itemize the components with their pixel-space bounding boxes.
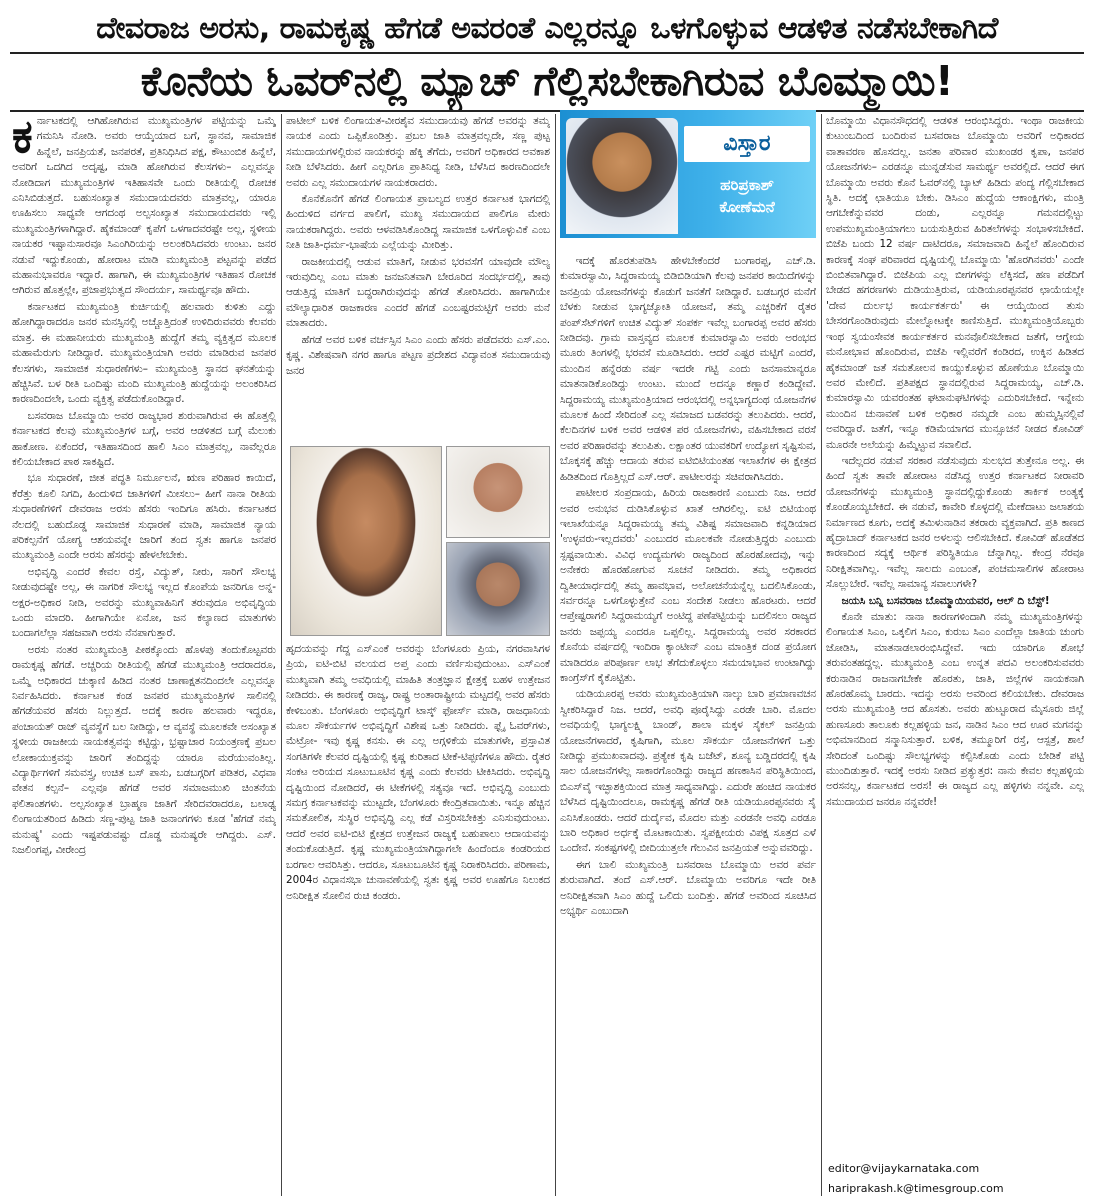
- paragraph: ಅಭಿವೃದ್ಧಿ ಎಂದರೆ ಕೇವಲ ರಸ್ತೆ, ವಿದ್ಯುತ್, ನೀರು, ಸಾರಿಗೆ ಸೌಲಭ್ಯ ನೀಡುವುದಷ್ಟೇ ಅಲ್ಲ, ಈ ನಾಗರಿಕ ಸೌಲಭ್ಯ ಇಲ್ಲದ ಕೊಂಪೆಯ ಜನರಿಗೂ ಅನ್ನ-ಅಕ್ಷರ-ಅಧಿಕಾರ ನೀಡಿ, ಅವರನ್ನು ಮುಖ್ಯವಾಹಿನಿಗೆ ತರುವುದೂ ಅಭಿವೃದ್ಧಿಯ ಒಂದು ಮಾದರಿ. ಹೀಗಾಗಿಯೇ ಏನೋ, ಜನ ಕಲ್ಯಾಣದ ಮಾತುಗಳು ಬಂದಾಗಲೆಲ್ಲಾ ಸಹಜವಾಗಿ ಅರಸು ನೆನಪಾಗುತ್ತಾರೆ.: [12, 565, 276, 640]
- paragraph: ಕೊನೇ ಮಾತು: ನಾನಾ ಕಾರಣಗಳಿಂದಾಗಿ ನಮ್ಮ ಮುಖ್ಯಮಂತ್ರಿಗಳನ್ನು ಲಿಂಗಾಯತ ಸಿಎಂ, ಒಕ್ಕಲಿಗ ಸಿಎಂ, ಕುರುಬ ಸಿಎಂ ಎಂದೆಲ್ಲಾ ಜಾತಿಯ ಚುಂಗು ಜೋಡಿಸಿ, ಮಾತನಾಡಲಾರಂಭಿಸಿದ್ದೇವೆ. ಇದು ಯಾರಿಗೂ ಶೋಭೆ ತರುವಂತಹದ್ದಲ್ಲ. ಮುಖ್ಯಮಂತ್ರಿ ಎಂಬ ಉನ್ನತ ಪದವಿ ಅಲಂಕರಿಸುವವರು ಕರುನಾಡಿನ ರಾಜನಾಗಬೇಕೇ ಹೊರತು, ಜಾತಿ, ಜಿಲ್ಲೆಗಳ ನಾಯಕನಾಗಿ ಹೊರಹೊಮ್ಮ ಬಾರದು. ಇದನ್ನು ಅರಸು ಅವರಿಂದ ಕಲಿಯಬೇಕು. ದೇವರಾಜ ಅರಸು ಮುಖ್ಯಮಂತ್ರಿ ಆದ ಹೊಸತು. ಅವರು ಹುಟ್ಟೂರಾದ ಮೈಸೂರು ಜಿಲ್ಲೆ ಹುಣಸೂರು ತಾಲೂಕು ಕಲ್ಲಹಳ್ಳಿಯ ಜನ, ನಾಡಿನ ಸಿಎಂ ಆದ ಊರ ಮಗನನ್ನು ಅಭಿಮಾನದಿಂದ ಸನ್ಮಾನಿಸುತ್ತಾರೆ. ಬಳಿಕ, ತಮ್ಮೂರಿಗೆ ರಸ್ತೆ, ಆಸ್ಪತ್ರೆ, ಶಾಲೆ ಸೇರಿದಂತೆ ಒಂದಿಷ್ಟು ಸೌಲಭ್ಯಗಳನ್ನು ಕಲ್ಪಿಸಿಕೊಡು ಎಂದು ಬೇಡಿಕೆ ಪಟ್ಟಿ ಮುಂದಿಡುತ್ತಾರೆ. ಇದಕ್ಕೆ ಅರಸು ನೀಡಿದ ಪ್ರತ್ಯುತ್ತರ: ನಾನು ಕೇವಲ ಕಲ್ಲಹಳ್ಳಿಯ ಅರಸನಲ್ಲ, ಕರ್ನಾಟಕದ ಅರಸ! ಈ ರಾಜ್ಯದ ಎಲ್ಲ ಹಳ್ಳಿಗಳು ನನ್ನವೇ. ಎಲ್ಲ ಸಮುದಾಯದ ಜನರೂ ನನ್ನವರೇ!: [826, 611, 1084, 808]
- paragraph: ಕರ್ನಾಟಕದಲ್ಲಿ ಆಗಿಹೋಗಿರುವ ಮುಖ್ಯಮಂತ್ರಿಗಳ ಪಟ್ಟಿಯನ್ನು ಒಮ್ಮೆ ಗಮನಿಸಿ ನೋಡಿ. ಅವರು ಆಯ್ಕೆಯಾದ ಬಗೆ, ಸ್ಥಾನವ, ಸಾಮಾಜಿಕ ಹಿನ್ನೆಲೆ, ಜನಪ್ರಿಯತೆ, ಜನಪರತೆ, ಪ್ರತಿನಿಧಿಸಿದ ಪಕ್ಷ, ಕೌಟುಂಬಿಕ ಹಿನ್ನೆಲೆ, ಅವರಿಗೆ ಒದಗಿದ ಅದೃಷ್ಟ, ಮಾಡಿ ಹೋಗಿರುವ ಕೆಲಸಗಳು– ಎಲ್ಲವನ್ನೂ ನೋಡಿದಾಗ ಮುಖ್ಯಮಂತ್ರಿಗಳ ಇತಿಹಾಸವೇ ಒಂದು ರೀತಿಯಲ್ಲಿ ರೋಚಕ ಎನಿಸಿಬಿಡುತ್ತದೆ. ಬಹುಸಂಖ್ಯಾತ ಸಮುದಾಯದವರು ಮಾತ್ರವಲ್ಲ, ಯಾರೂ ಊಹಿಸಲು ಸಾಧ್ಯವೇ ಆಗದಂಥ ಅಲ್ಪಸಂಖ್ಯಾತ ಸಮುದಾಯದವರು ಇಲ್ಲಿ ಮುಖ್ಯಮಂತ್ರಿಗಳಾಗಿದ್ದಾರೆ. ಹೈಕಮಾಂಡ್ ಕೃಪೆಗೆ ಒಳಗಾದವರಷ್ಟೇ ಅಲ್ಲ, ಸ್ಥಳೀಯ ನಾಯಕರ ಇಷ್ಟಾನುಸಾರವೂ ಸಿಎಂಗಿರಿಯನ್ನು ಅಲಂಕರಿಸಿದವರು ಉಂಟು. ಜನರ ನಡುವೆ ಇದ್ದುಕೊಂಡು, ಹೋರಾಟ ಮಾಡಿ ಮುಖ್ಯಮಂತ್ರಿ ಪಟ್ಟವನ್ನು ಪಡೆದ ಮಹಾನುಭಾವರೂ ಇದ್ದಾರೆ. ಹಾಗಾಗಿ, ಈ ಮುಖ್ಯಮಂತ್ರಿಗಳ ಇತಿಹಾಸ ರೋಚಕ ಆಗಿರುವ ಹೊತ್ತಲ್ಲೇ, ಪ್ರಜಾಪ್ರಭುತ್ವದ ಸೌಂದರ್ಯ, ಸಾಮರ್ಥ್ಯವೂ ಹೌದು.: [12, 114, 276, 297]
- article-column-3: [560, 254, 816, 1196]
- paragraph: ಈಗ ಬಾಲಿ ಮುಖ್ಯಮಂತ್ರಿ ಬಸವರಾಜ ಬೊಮ್ಮಾಯಿ ಅವರ ಪರ್ವ ಶುರುವಾಗಿದೆ. ತಂದೆ ಎಸ್.ಆರ್. ಬೊಮ್ಮಾಯಿ ಅವರಿಗೂ ಇದೇ ರೀತಿ ಅನಿರೀಕ್ಷಿತವಾಗಿ ಸಿಎಂ ಹುದ್ದೆ ಒಲಿದು ಬಂದಿತ್ತು. ಹೆಗಡೆ ಅವರಿಂದ ಸೂಚಿಸಿದ ಅಭ್ಯರ್ಥಿ ಎಂಬುದಾಗಿ: [560, 858, 816, 918]
- paragraph: ಭೂ ಸುಧಾರಣೆ, ಜೀತ ಪದ್ಧತಿ ನಿರ್ಮೂಲನೆ, ಋಣ ಪರಿಹಾರ ಕಾಯಿದೆ, ಕೆರೆತ್ತು ಕೂಲಿ ನಿಗದಿ, ಹಿಂದುಳಿದ ಜಾತಿಗಳಿಗೆ ಮೀಸಲು– ಹೀಗೆ ನಾನಾ ರೀತಿಯ ಸುಧಾರಣೆಗಳಿಗೆ ದೇವರಾಜ ಅರಸು ಹೆಸರು ಇಂದಿಗೂ ಹಸಿರು. ಕರ್ನಾಟಕದ ನೆಲದಲ್ಲಿ ಬಹುದೊಡ್ಡ ಸಾಮಾಜಿಕ ಸುಧಾರಣೆ ಮಾಡಿ, ಸಾಮಾಜಿಕ ನ್ಯಾಯ ಪರಿಕಲ್ಪನೆಗೆ ಯೋಗ್ಯ ಆಶಯವನ್ನೇ ಜಾರಿಗೆ ತಂದ ಸ್ವತಃ ಹಾಗೂ ಜನಪರ ಮುಖ್ಯಮಂತ್ರಿ ಎಂದೇ ಅರಸು ಹೆಸರನ್ನು ಹೇಳಲೇಬೇಕು.: [12, 472, 276, 562]
- kicker-headline: ದೇವರಾಜ ಅರಸು, ರಾಮಕೃಷ್ಣ ಹೆಗಡೆ ಅವರಂತೆ ಎಲ್ಲರನ್ನೂ ಒಳಗೊಳ್ಳುವ ಆಡಳಿತ ನಡೆಸಬೇಕಾಗಿದೆ: [96, 11, 998, 46]
- column-divider: [555, 114, 556, 1196]
- article-column-2-bottom: [286, 642, 550, 1196]
- column-divider: [821, 114, 822, 1196]
- photo-sm-krishna: [446, 542, 550, 636]
- paragraph: ರಾಜಕೀಯದಲ್ಲಿ ಆಡುವ ಮಾತಿಗೆ, ನೀಡುವ ಭರವಸೆಗೆ ಯಾವುದೇ ಮೌಲ್ಯ ಇರುವುದಿಲ್ಲ ಎಂಬ ಮಾತು ಜನಜನಿತವಾಗಿ ಬೇರೂರಿದ ಸಂದರ್ಭದಲ್ಲಿ, ತಾವು ಆಡುತ್ತಿದ್ದ ಮಾತಿಗೆ ಬದ್ಧರಾಗಿರುವುದನ್ನು ಹೆಗಡೆ ತೋರಿಸಿದರು. ಹಾಗಾಗಿಯೇ ಮೌಲ್ಯಾಧಾರಿತ ರಾಜಕಾರಣ ಎಂದರೆ ಹೆಗಡೆ ಎಂಬಷ್ಟರಮಟ್ಟಿಗೆ ಅವರು ಮನೆ ಮಾತಾದರು.: [286, 255, 550, 330]
- headline-rule: [10, 110, 1084, 112]
- paragraph: ಕರ್ನಾಟಕದ ಮುಖ್ಯಮಂತ್ರಿ ಕುರ್ಚಿಯಲ್ಲಿ ಹಲವಾರು ಕುಳಿತು ಎದ್ದು ಹೋಗಿದ್ದಾರಾದರೂ ಜನರ ಮನಸ್ಸಿನಲ್ಲಿ ಅಚ್ಚೊತ್ತಿದಂತೆ ಉಳಿದಿರುವವರು ಕೆಲವರು ಮಾತ್ರ. ಈ ಮಹಾನೀಯರು ಮುಖ್ಯಮಂತ್ರಿ ಹುದ್ದೆಗೆ ತಮ್ಮ ವ್ಯಕ್ತಿತ್ವದ ಮೂಲಕ ಮಹಾಮೆರುಗು ನೀಡಿದ್ದಾರೆ. ಮುಖ್ಯಮಂತ್ರಿಯಾಗಿ ಅವರು ಮಾಡಿರುವ ಜನಪರ ಕೆಲಸಗಳು, ಸಾಮಾಜಿಕ ಸುಧಾರಣೆಗಳು– ಮುಖ್ಯಮಂತ್ರಿ ಸ್ಥಾನದ ಘನತೆಯನ್ನು ಹೆಚ್ಚಿಸಿವೆ. ಬಳ ರೀತಿ ಒಂದಿಷ್ಟು ಮಂದಿ ಮುಖ್ಯಮಂತ್ರಿ ಹುದ್ದೆಯನ್ನು ಅಲಂಕರಿಸಿದ ಕಾರಣದಿಂದಲೇ, ಒಂದು ವ್ಯಕ್ತಿತ್ವ ಪಡೆದುಕೊಂಡಿದ್ದಾರೆ.: [12, 300, 276, 406]
- photo-ramakrishna-hegde: [446, 446, 550, 538]
- paragraph: ಕೊನೆಕೊನೆಗೆ ಹೆಗಡೆ ಲಿಂಗಾಯತ ಪ್ರಾಬಲ್ಯದ ಉತ್ತರ ಕರ್ನಾಟಕ ಭಾಗದಲ್ಲಿ ಹಿಂದುಳಿದ ವರ್ಗದ ಪಾಲಿಗೆ, ಮುಖ್ಯ ಸಮುದಾಯದ ಪಾಲಿಗೂ ಮೇರು ನಾಯಕರಾಗಿದ್ದರು. ಅವರು ಆಳವಡಿಸಿಕೊಂಡಿದ್ದ ಸಾಮಾಜಿಕ ಒಳಗೊಳ್ಳುವಿಕೆ ಎಂಬ ನೀತಿ ಜಾತಿ-ಧರ್ಮ-ಭಾಷೆಯ ಎಲ್ಲೆಯನ್ನು ಮೀರಿತ್ತು.: [286, 193, 550, 252]
- paragraph: ಇದೆಲ್ಲದರ ನಡುವೆ ಸರಕಾರ ನಡೆಸುವುದು ಸುಲಭದ ತುತ್ತೇನೂ ಅಲ್ಲ. ಈ ಹಿಂದೆ ಸ್ವತಃ ತಾವೇ ಹೋರಾಟ ನಡೆಸಿದ್ದ ಉತ್ತರ ಕರ್ನಾಟಕದ ನೀರಾವರಿ ಯೋಜನೆಗಳನ್ನು ಮುಖ್ಯಮಂತ್ರಿ ಸ್ಥಾನದಲ್ಲಿದ್ದುಕೊಂಡು ತಾರ್ಕಿಕ ಅಂತ್ಯಕ್ಕೆ ಕೊಂಡೊಯ್ಯಬೇಕಿದೆ. ಈ ನಡುವೆ, ಕಾವೇರಿ ಕೊಳ್ಳದಲ್ಲಿ ಮೇಕೆದಾಟು ಜಲಾಶಯ ನಿರ್ಮಾಣದ ಕೂಗು, ಅದಕ್ಕೆ ತಮಿಳುನಾಡಿನ ತಕರಾರು ವ್ಯಕ್ತವಾಗಿದೆ. ಪ್ರತಿ ಕಾಣದ ಹೈದ್ರಾಬಾದ್ ಕರ್ನಾಟಕದ ಜನರ ಅಳಲನ್ನು ಆಲಿಸಬೇಕಿದೆ. ಕೋವಿಡ್ ಹೊಡೆತದ ಕಾರಣದಿಂದ ಸದ್ಯಕ್ಕೆ ಆರ್ಥಿಕ ಪರಿಸ್ಥಿತಿಯೂ ಚೆನ್ನಾಗಿಲ್ಲ. ಕೇಂದ್ರ ನೆರವೂ ನಿರೀಕ್ಷಿತವಾಗಿಲ್ಲ. ಇವೆಲ್ಲ ಸಾಲದು ಎಂಬಂತೆ, ಪಂಚಮಸಾಲಿಗಳ ಹೋರಾಟ ಸೊಲ್ಲುಬೇರೆ. ಇವೆಲ್ಲ ಸಾಮಾನ್ಯ ಸವಾಲುಗಳೇ?: [826, 454, 1084, 591]
- main-headline: ಕೊನೆಯ ಓವರ್‌ನಲ್ಲಿ ಮ್ಯಾಚ್ ಗೆಲ್ಲಿಸಬೇಕಾಗಿರುವ ಬೊಮ್ಮಾಯಿ!: [140, 57, 954, 105]
- paragraph: ಜಯಸಿ ಬನ್ನಿ ಬಸವರಾಜ ಬೊಮ್ಮಾಯಿಯವರ, ಆಲ್ ದಿ ಬೆಸ್ಟ್!: [841, 594, 1050, 607]
- paragraph: ಅರಸು ನಂತರ ಮುಖ್ಯಮಂತ್ರಿ ಪೀಠಕ್ಕೊಂದು ಹೊಳಪು ತಂದುಕೊಟ್ಟವರು ರಾಮಕೃಷ್ಣ ಹೆಗಡೆ. ಅಚ್ಚರಿಯ ರೀತಿಯಲ್ಲಿ ಹೆಗಡೆ ಮುಖ್ಯಮಂತ್ರಿ ಆದರಾದರೂ, ಒಮ್ಮೆ ಅಧಿಕಾರದ ಚುಕ್ಕಾಣಿ ಹಿಡಿದ ನಂತರ ಚಾಣಾಕ್ಷತನದಿಂದಲೇ ಎಲ್ಲವನ್ನೂ ನಿರ್ವಹಿಸಿದರು. ಕರ್ನಾಟಕ ಕಂಡ ಜನಪರ ಮುಖ್ಯಮಂತ್ರಿಗಳ ಸಾಲಿನಲ್ಲಿ ಹೆಗಡೆಯವರ ಹೆಸರು ನಿಲ್ಲುತ್ತದೆ. ಅದಕ್ಕೆ ಕಾರಣ ಹಲವಾರು ಇದ್ದರೂ, ಪಂಚಾಯತ್ ರಾಜ್ ವ್ಯವಸ್ಥೆಗೆ ಬಲ ನೀಡಿದ್ದು, ಆ ವ್ಯವಸ್ಥೆ ಮೂಲಕವೇ ಅಸಂಖ್ಯಾತ ಸ್ಥಳೀಯ ರಾಜಕೀಯ ನಾಯಕತ್ವವನ್ನು ಕಟ್ಟಿದ್ದು, ಭ್ರಷ್ಟಾಚಾರ ನಿಯಂತ್ರಣಕ್ಕೆ ಪ್ರಬಲ ಲೋಕಾಯುಕ್ತವನ್ನು ಜಾರಿಗೆ ತಂದಿದ್ದನ್ನು ಯಾರೂ ಮರೆಯುವಂತಿಲ್ಲ. ವಿದ್ಯಾರ್ಥಿಗಳಿಗೆ ಸಮವಸ್ತ್ರ, ಉಚಿತ ಬಸ್ ಪಾಸು, ಬಡಬಗ್ಗರಿಗೆ ಪಡಿತರ, ವಿಧವಾ ವೇತನ ಕಲ್ಪನೆ– ಎಲ್ಲವೂ ಹೆಗಡೆ ಅವರ ಸಮಾಜಮುಖಿ ಚಿಂತನೆಯ ಫಲಿತಾಂಶಗಳು. ಅಲ್ಪಸಂಖ್ಯಾತ ಬ್ರಾಹ್ಮಣ ಜಾತಿಗೆ ಸೇರಿದವರಾದರೂ, ಬಲಾಢ್ಯ ಲಿಂಗಾಯತರಿಂದ ಹಿಡಿದು ಸಣ್ಣ-ಪುಟ್ಟ ಜಾತಿ ಜನಾಂಗಗಳು ಕೂಡ 'ಹೆಗಡೆ ನಮ್ಮ ಮನುಷ್ಯ' ಎಂದು ಇಷ್ಟಪಡುವಷ್ಟು ದೊಡ್ಡ ಮನುಷ್ಯರೇ ಆಗಿದ್ದರು. ಎಸ್. ನಿಜಲಿಂಗಪ್ಪ, ವೀರೇಂದ್ರ: [12, 643, 276, 857]
- article-column-1: [12, 114, 276, 1196]
- paragraph: ಪಾಟೀಲ್ ಬಳಿಕ ಲಿಂಗಾಯತ-ವೀರಶೈವ ಸಮುದಾಯವು ಹೆಗಡೆ ಅವರನ್ನು ತಮ್ಮ ನಾಯಕ ಎಂದು ಒಪ್ಪಿಕೊಂಡಿತ್ತು. ಪ್ರಬಲ ಜಾತಿ ಮಾತ್ರವಲ್ಲದೇ, ಸಣ್ಣ ಪುಟ್ಟ ಸಮುದಾಯಗಳಲ್ಲಿರುವ ನಾಯಕರನ್ನು ಹೆಕ್ಕಿ ತೆಗೆದು, ಅವರಿಗೆ ಅಧಿಕಾರದ ಅವಕಾಶ ನೀಡಿ ಬೆಳೆಸಿದರು. ಹೀಗೆ ಎಲ್ಲರಿಗೂ ಪ್ರಾತಿನಿಧ್ಯ ನೀಡಿ, ಬೆಳೆಸಿದ ಕಾರಣದಿಂದಲೇ ಅವರು ಎಲ್ಲ ಸಮುದಾಯಗಳ ನಾಯಕರಾದರು.: [286, 115, 550, 189]
- article-column-4: [826, 114, 1084, 1158]
- author-email-link[interactable]: hariprakash.k@timesgroup.com: [828, 1182, 1004, 1195]
- paragraph: ಬೊಮ್ಮಾಯಿ ವಿಧಾನಸೌಧದಲ್ಲಿ ಆಡಳಿತ ಆರಂಭಿಸಿದ್ದರು. ಇಂಥಾ ರಾಜಕೀಯ ಕುಟುಂಬದಿಂದ ಬಂದಿರುವ ಬಸವರಾಜ ಬೊಮ್ಮಾಯಿ ಅವರಿಗೆ ಅಧಿಕಾರದ ವಾತಾವರಣ ಹೊಸದಲ್ಲ. ಜನತಾ ಪರಿವಾರ ಮುಖಂಡರ ಕೃಪಾ, ಜನಪರ ಯೋಜನೆಗಳು– ಎರಡನ್ನೂ ಮುನ್ನಡೆಸುವ ಸಾಮರ್ಥ್ಯ ಅವರಲ್ಲಿದೆ. ಆದರೆ ಈಗ ಬೊಮ್ಮಾಯಿ ಅವರು ಕೊನೆ ಓವರ್‌ನಲ್ಲಿ ಬ್ಯಾಟ್ ಹಿಡಿದು ಪಂದ್ಯ ಗೆಲ್ಲಿಸಬೇಕಾದ ಸ್ಥಿತಿ. ಅದಕ್ಕೆ ಛಾತಿಯೂ ಬೇಕು. ಡಿಸಿಎಂ ಹುದ್ದೆಯ ಆಕಾಂಕ್ಷಿಗಳು, ಮಂತ್ರಿ ಆಗಬೇಕೆನ್ನುವವರ ದಂಡು, ಎಲ್ಲರನ್ನೂ ಗಮನದಲ್ಲಿಟ್ಟು ಉಪಮುಖ್ಯಮಂತ್ರಿಯಾಗಲು ಬಯಸುತ್ತಿರುವ ಹಿರಿತಲೆಗಳನ್ನು ಸಂಭಾಳಿಸಬೇಕಿದೆ. ಬಿಜೆಪಿ ಬಂದು 12 ವರ್ಷ ದಾಟಿದರೂ, ಸಮಾಜವಾದಿ ಹಿನ್ನೆಲೆ ಹೊಂದಿರುವ ಕಾರಣಕ್ಕೆ ಸಂಘ ಪರಿವಾರದ ದೃಷ್ಟಿಯಲ್ಲಿ ಬೊಮ್ಮಾಯಿ 'ಹೊರಗಿನವರು' ಎಂದೇ ಬಿಂಬಿತವಾಗಿದ್ದಾರೆ. ಬಿಜೆಪಿಯ ಎಲ್ಲ ಬೀಗಗಳನ್ನು ಲೆಕ್ಕಿಸದೆ, ಹಣ ಪಡೆದಿಗೆ ಬೇಡದ ಹಗರಣಗಳು ದುಡಿಯುತ್ತಿರುವ, ಯಡಿಯೂರಪ್ಪನವರ ಛಾಯೆಯಲ್ಲೇ 'ದೇವ ದುರ್ಲಭ ಕಾರ್ಯಕರ್ತರು' ಈ ಆಯ್ಕೆಯಿಂದ ತುಸು ಬೇಸರಗೊಂಡಿರುವುದು ಮೇಲ್ನೋಟಕ್ಕೇ ಕಾಣಿಸುತ್ತಿದೆ. ಮುಖ್ಯಮಂತ್ರಿಯೊಬ್ಬರು ಇಂಥ ಸ್ವಯಂಸೇವಕ ಕಾರ್ಯಕರ್ತರ ಮನವೊಲಿಸಬೇಕಾದ ಜತೆಗೆ, ಆಗ್ನೇಯ ಮನೋಭಾವ ಹೊಂದಿರುವ, ಬಿಜೆಪಿ ಇಲ್ಲಿವರೆಗೆ ಕಂಡಿರದ, ಉಕ್ಕಿನ ಹಿಡಿತದ ಹೈಕಮಾಂಡ್ ಜತೆ ಸಮತೋಲನ ಕಾಯ್ದುಕೊಳ್ಳುವ ಹೊಣೆಯೂ ಬೊಮ್ಮಾಯಿ ಅವರ ಮೇಲಿದೆ. ಪ್ರತಿಪಕ್ಷದ ಸ್ಥಾನದಲ್ಲಿರುವ ಸಿದ್ದರಾಮಯ್ಯ, ಎಚ್.ಡಿ. ಕುಮಾರಸ್ವಾಮಿ ಯವರಂತಹ ಘಟಾನುಘಟಿಗಳನ್ನು ಎದುರಿಸಬೇಕಿದೆ. ಇನ್ನೇನು ಮುಂದಿನ ಚುನಾವಣೆ ಬಳಿಕ ಅಧಿಕಾರ ನಮ್ಮದೇ ಎಂಬ ಹುಮ್ಮಸ್ಸಿನಲ್ಲಿವೆ ಅವರಿದ್ದಾರೆ. ಜತೆಗೆ, ಇನ್ನೂ ಕಡಿಮೆಯಾಗದ ಮುನ್ಸೂಚನೆ ನೀಡದ ಕೋವಿಡ್ ಮೂರನೇ ಅಲೆಯನ್ನು ಹಿಮ್ಮೆಟ್ಟುವ ಸವಾಲಿದೆ.: [826, 115, 1084, 451]
- columnist-name: ಹರಿಪ್ರಕಾಶ್ ಕೋಣೆಮನೆ: [719, 176, 775, 216]
- columnist-portrait: [566, 118, 678, 234]
- editor-email-link[interactable]: editor@vijaykarnataka.com: [828, 1162, 980, 1175]
- paragraph: ಬಸವರಾಜ ಬೊಮ್ಮಾಯಿ ಅವರ ರಾಜ್ಯಭಾರ ಶುರುವಾಗಿರುವ ಈ ಹೊತ್ತಲ್ಲಿ ಕರ್ನಾಟಕದ ಕೆಲವು ಮುಖ್ಯಮಂತ್ರಿಗಳ ಬಗ್ಗೆ, ಅವರ ಆಡಳಿತದ ಬಗ್ಗೆ ಮೆಲುಕು ಹಾಕೋಣ. ಏಕೆಂದರೆ, ಇತಿಹಾಸದಿಂದ ಹಾಲಿ ಸಿಎಂ ಮಾತ್ರವಲ್ಲ, ನಾವೆಲ್ಲರೂ ಕಲಿಯಬೇಕಾದ ಪಾಠ ಸಾಕಷ್ಟಿದೆ.: [12, 409, 276, 468]
- drop-cap: ಕ: [12, 114, 33, 163]
- paragraph: ಪಾಟೀಲರ ಸಂಪ್ರದಾಯ, ಹಿರಿಯ ರಾಜಕಾರಣಿ ಎಂಬುದು ನಿಜ. ಆದರೆ ಅವರ ಅನುಭವ ದುಡಿಸಿಕೊಳ್ಳುವ ಖಾತೆ ಆಗಿರಲಿಲ್ಲ. ಐಟಿ ಬಿಟಿಯಂಥ ಇಲಾಖೆಯನ್ನೂ ಸಿದ್ದರಾಮಯ್ಯ ತಮ್ಮ ವಿಶಿಷ್ಟ ಸಮಾಜವಾದಿ ಕನ್ನಡಿಯಾದ 'ಉಳ್ಳವರು-ಇಲ್ಲದವರು' ಎಂಬುದರ ಮೂಲಕವೇ ನೋಡುತ್ತಿದ್ದರು ಎಂಬುದು ಸ್ಪಷ್ಟವಾಯಿತು. ವಿವಿಧ ಉದ್ಯಮಗಳು ರಾಜ್ಯದಿಂದ ಹೊರಹೋದವು, ಇನ್ನು ಅನೇಕರು ಹೊರಹೋಗುವ ಸೂಚನೆ ನೀಡಿದರು. ತಮ್ಮ ಅಧಿಕಾರದ ದ್ವಿತೀಯಾರ್ಧದಲ್ಲಿ ತಮ್ಮ ಹಾವಭಾವ, ಅಲೋಚನೆಯನ್ನೆಲ್ಲ ಬದಲಿಸಿಕೊಂಡು, ಸರ್ವರನ್ನೂ ಒಳಗೊಳ್ಳುತ್ತೇನೆ ಎಂಬ ಸಂದೇಶ ನೀಡಲು ಹೊರಟರು. ಆದರೆ ಆಪ್ತೇಷ್ಟರಾಗಲಿ ಸಿದ್ದರಾಮಯ್ಯಗೆ ಅಂಟಿದ್ದ ಪಣೆಪಟ್ಟಿಯನ್ನು ಬದಲಿಸಲು ರಾಜ್ಯದ ಜನರು ಜಪ್ಪಯ್ಯ ಎಂದರೂ ಒಪ್ಪಲಿಲ್ಲ. ಸಿದ್ದರಾಮಯ್ಯ ಅವರ ಸರಕಾರದ ಕೊನೆಯ ವರ್ಷದಲ್ಲಿ ಇಂದಿರಾ ಕ್ಯಾಂಟೀನ್ ಎಂಬ ಮಾಂತ್ರಿಕ ದಂಡ ಪ್ರಯೋಗ ಮಾಡಿದರೂ ಪರಿಪೂರ್ಣ ಲಾಭ ತೆಗೆದುಕೊಳ್ಳಲು ಸಮಯಾಭಾವ ಉಂಟಾಗಿದ್ದು ಕಾಂಗ್ರೆಸ್‌ಗೆ ಕೈಕೊಟ್ಟಿತು.: [560, 487, 816, 684]
- paragraph: ಹೃದಯವನ್ನು ಗೆದ್ದ ಎಸ್‌ಎಂಕೆ ಅವರನ್ನು ಬೆಂಗಳೂರು ಪ್ರಿಯ, ನಗರವಾಸಿಗಳ ಪ್ರಿಯ, ಐಟಿ-ಬಿಟಿ ವಲಯದ ಅಪ್ತ ಎಂದು ವರ್ಣಿಸುವುದುಂಟು. ಎಸ್‌ಎಂಕೆ ಮುಖ್ಯವಾಗಿ ತಮ್ಮ ಅವಧಿಯಲ್ಲಿ ಮಾಹಿತಿ ತಂತ್ರಜ್ಞಾನ ಕ್ಷೇತ್ರಕ್ಕೆ ಬಹಳ ಉತ್ತೇಜನ ನೀಡಿದರು. ಈ ಕಾರಣಕ್ಕೆ ರಾಜ್ಯ, ರಾಷ್ಟ್ರ ಅಂತಾರಾಷ್ಟ್ರೀಯ ಮಟ್ಟದಲ್ಲಿ ಅವರ ಹೆಸರು ಕೇಳಿಬಂತು. ಬೆಂಗಳೂರು ಅಭಿವೃದ್ಧಿಗೆ ಟಾಸ್ಕ್ ಫೋರ್ಸ್ ಮಾಡಿ, ರಾಜಧಾನಿಯ ಮೂಲ ಸೌಕರ್ಯಗಳ ಅಭಿವೃದ್ಧಿಗೆ ವಿಶೇಷ ಒತ್ತು ನೀಡಿದರು. ಫ್ಲೈ ಓವರ್‌ಗಳು, ಮೆಟ್ರೋ- ಇವು ಕೃಷ್ಣ ಕನಸು. ಈ ಎಲ್ಲ ಅಗ್ಗಳಿಕೆಯ ಮಾತುಗಳೇ, ಪ್ರಸ್ತಾವಿತ ಸಂಗತಿಗಳೇ ಕೆಲವರ ದೃಷ್ಟಿಯಲ್ಲಿ ಕೃಷ್ಣ ಕುರಿತಾದ ಟೀಕೆ-ಟಿಪ್ಪಣಿಗಳೂ ಹೌದು. ರೈತರ ಸಂಕಟ ಅರಿಯದ ಸೂಟುಬೂಟಿನ ಕೃಷ್ಣ ಎಂದು ಕೆಲವರು ಟೀಕಿಸಿದರು. ಅಭಿವೃದ್ಧಿ ದೃಷ್ಟಿಯಿಂದ ನೋಡಿದರೆ, ಈ ಟೀಕೆಗಳಲ್ಲಿ ಸತ್ಯವೂ ಇದೆ. ಅಭಿವೃದ್ಧಿ ಎಂಬುದು ಸಮಗ್ರ ಕರ್ನಾಟಕವನ್ನು ಮುಟ್ಟದೇ, ಬೆಂಗಳೂರು ಕೇಂದ್ರಿತವಾಯಿತು. ಇನ್ನೂ ಹೆಚ್ಚಿನ ಸಮತೋಲಿತ, ಸುಸ್ಥಿರ ಅಭಿವೃದ್ಧಿ ಎಲ್ಲ ಕಡೆ ವಿಸ್ತರಿಸಬೇಕಿತ್ತು ಎನಿಸುವುದುಂಟು. ಆದರೆ ಅವರ ಐಟಿ-ಬಿಟಿ ಕ್ಷೇತ್ರದ ಉತ್ತೇಜನ ರಾಜ್ಯಕ್ಕೆ ಬಹುಪಾಲು ಆದಾಯವನ್ನು ತಂದುಕೊಡುತ್ತಿದೆ. ಕೃಷ್ಣ ಮುಖ್ಯಮಂತ್ರಿಯಾಗಿದ್ದಾಗಲೇ ಹಿಂದೆಂದೂ ಕಂಡರಿಯದ ಬರಗಾಲ ಆವರಿಸಿತ್ತು. ಆದರೂ, ಸೂಟುಬೂಟಿನ ಕೃಷ್ಣ ನಿರಾಕರಿಸಿದರು. ಪರಿಣಾಮ, 2004ರ ವಿಧಾನಸಭಾ ಚುನಾವಣೆಯಲ್ಲಿ ಸ್ವತಃ ಕೃಷ್ಣ ಅವರ ಊಹೆಗೂ ನಿಲುಕದ ಅನಿರೀಕ್ಷಿತ ಸೋಲಿನ ರುಚಿ ಕಂಡರು.: [286, 643, 550, 902]
- article-column-2-top: [286, 114, 550, 436]
- photo-basavaraj-bommai: [290, 446, 442, 636]
- column-divider: [281, 114, 282, 1196]
- paragraph: ಯಡಿಯೂರಪ್ಪ ಅವರು ಮುಖ್ಯಮಂತ್ರಿಯಾಗಿ ನಾಲ್ಕು ಬಾರಿ ಪ್ರಮಾಣವಚನ ಸ್ವೀಕರಿಸಿದ್ದಾರೆ ನಿಜ. ಆದರೆ, ಅವಧಿ ಪೂರೈಸಿದ್ದು ಎರಡೇ ಬಾರಿ. ಮೊದಲ ಅವಧಿಯಲ್ಲಿ ಭಾಗ್ಯಲಕ್ಷ್ಮಿ ಬಾಂಡ್, ಶಾಲಾ ಮಕ್ಕಳ ಸೈಕಲ್ ಜನಪ್ರಿಯ ಯೋಜನೆಗಳಾದರೆ, ಕೃಷಿಗಾಗಿ, ಮೂಲ ಸೌಕರ್ಯ ಯೋಜನೆಗಳಿಗೆ ಒತ್ತು ನೀಡಿದ್ದು ಪ್ರಮುಖವಾದವು. ಪ್ರತ್ಯೇಕ ಕೃಷಿ ಬಜೆಟ್, ಶೂನ್ಯ ಬಡ್ಡಿದರದಲ್ಲಿ ಕೃಷಿ ಸಾಲ ಯೋಜನೆಗಳೆಲ್ಲ ಸಾಕಾರಗೊಂಡಿದ್ದು ರಾಜ್ಯದ ಹಣಕಾಸಿನ ಪರಿಸ್ಥಿತಿಯಿಂದ, ಬಿಎಸ್‌ವೈ ಇಚ್ಛಾಶಕ್ತಿಯಿಂದ ಮಾತ್ರ ಸಾಧ್ಯವಾಗಿದ್ದು. ಎದುರೇ ಹಂಚಿದ ನಾಯಕರ ಬೆಳೆಸಿದ ದೃಷ್ಟಿಯಿಂದಲೂ, ರಾಮಕೃಷ್ಣ ಹೆಗಡೆ ರೀತಿ ಯಡಿಯೂರಪ್ಪನವರು ಸೈ ಎನಿಸಿಕೊಂಡರು. ಆದರೆ ದುರ್ದೈವ, ಮೊದಲ ಮತ್ತು ಎರಡನೇ ಅವಧಿ ಎರಡೂ ಬಾರಿ ಅಧಿಕಾರ ಅರ್ಧಕ್ಕೆ ಮೊಟಕಾಯಿತು. ಸ್ವಪಕ್ಷೀಯರು ವಿಪಕ್ಷ ಸೂತ್ರದ ಎಳೆ ಒಂದೇನೆ. ಸಂಕಷ್ಟಗಳಲ್ಲಿ ಬೀದಿಯುತ್ತಲೇ ಗೆಲುವಿನ ಜನಪ್ರಿಯತೆ ಅನ್ನುವವರಿದ್ದು.: [560, 688, 816, 855]
- paragraph: ಇದಕ್ಕೆ ಹೊರತುಪಡಿಸಿ ಹೇಳಬೇಕೆಂದರೆ ಬಂಗಾರಪ್ಪ, ಎಚ್.ಡಿ. ಕುಮಾರಸ್ವಾಮಿ, ಸಿದ್ದರಾಮಯ್ಯ ಬಿಡಿಬಿಡಿಯಾಗಿ ಕೆಲವು ಜನಪರ ಕಾಯಿದೆಗಳನ್ನು ಜನಪ್ರಿಯ ಯೋಜನೆಗಳನ್ನು ಕೊಡುಗೆ ಜನತೆಗೆ ನೀಡಿದ್ದಾರೆ. ಬಡಬಗ್ಗರ ಮನೆಗೆ ಬೆಳಕು ನೀಡುವ ಭಾಗ್ಯಜ್ಯೋತಿ ಯೋಜನೆ, ತಮ್ಮ ಎಚ್ಚರಿಕೆಗೆ ರೈತರ ಪಂಪ್‌ಸೆಟ್‌ಗಳಿಗೆ ಉಚಿತ ವಿದ್ಯುತ್ ಸಂಪರ್ಕ ಇವೆಲ್ಲ ಬಂಗಾರಪ್ಪ ಅವರ ಹೆಸರು ನೀಡಿದವು. ಗ್ರಾಮ ವಾಸ್ತವ್ಯದ ಮೂಲಕ ಕುಮಾರಸ್ವಾಮಿ ಅವರು ಅರಂಭದ ಮೂರು ತಿಂಗಳಲ್ಲಿ ಭರವಸೆ ಮೂಡಿಸಿದರು. ಆದರೆ ಎಷ್ಟರ ಮಟ್ಟಿಗೆ ಎಂದರೆ, ಮುಂದಿನ ಹನ್ನೆರಡು ವರ್ಷ ಇದರೇ ಗಟ್ಟಿ ಎಂದು ಜನಸಾಮಾನ್ಯರೂ ಮಾತನಾಡಿಕೊಂಡಿದ್ದು ಉಂಟು. ಮುಂದೆ ಅದನ್ನೂ ಕಣ್ಣಾರೆ ಕಂಡಿದ್ದೇವೆ. ಸಿದ್ದರಾಮಯ್ಯ ಮುಖ್ಯಮಂತ್ರಿಯಾದ ಆರಂಭದಲ್ಲಿ ಅನ್ನಭಾಗ್ಯದಂಥ ಯೋಜನೆಗಳ ಮೂಲಕ ಹಿಂದೆ ಸೇರಿದಂತೆ ಎಲ್ಲ ಸಮಾಜದ ಬಡವರನ್ನು ತಲುಪಿದರು. ಆದರೆ, ಕೆಲದಿನಗಳ ಬಳಿಕ ಅವರ ಆಡಳಿತ ಪರ ಯೋಜನೆಗಳು, ವಹಿಸಬೇಕಾದ ವರಸೆ ಅವರ ಪರಿಹಾರವನ್ನು ತಲುಪಿತು. ಲಕ್ಷಾಂತರ ಯುವಕರಿಗೆ ಉದ್ಯೋಗ ಸೃಷ್ಟಿಸುವ, ಬೊಕ್ಕಸಕ್ಕೆ ಹೆಚ್ಚು ಆದಾಯ ತರುವ ಐಟಿಬಿಟಿಯಂತಹ ಇಲಾಖೆಗಳ ಈ ಕ್ಷೇತ್ರದ ಹಿಡಿತದಿಂದ ಗೊತ್ತಿಲ್ಲದೆ ಎಸ್.ಆರ್. ಪಾಟೀಲರನ್ನು ಸಚಿವರಾಗಿಸಿದರು.: [560, 255, 816, 483]
- columnist-box: [560, 110, 816, 238]
- paragraph: ಹೆಗಡೆ ಅವರ ಬಳಿಕ ವರ್ಚಸ್ಸಿನ ಸಿಎಂ ಎಂದು ಹೆಸರು ಪಡೆದವರು ಎಸ್.ಎಂ. ಕೃಷ್ಣ. ವಿಶೇಷವಾಗಿ ನಗರ ಹಾಗೂ ಪಟ್ಟಣ ಪ್ರದೇಶದ ವಿದ್ಯಾವಂತ ಸಮುದಾಯವು ಜನರ: [286, 333, 550, 377]
- column-name: ವಿಸ್ತಾರ: [684, 126, 810, 162]
